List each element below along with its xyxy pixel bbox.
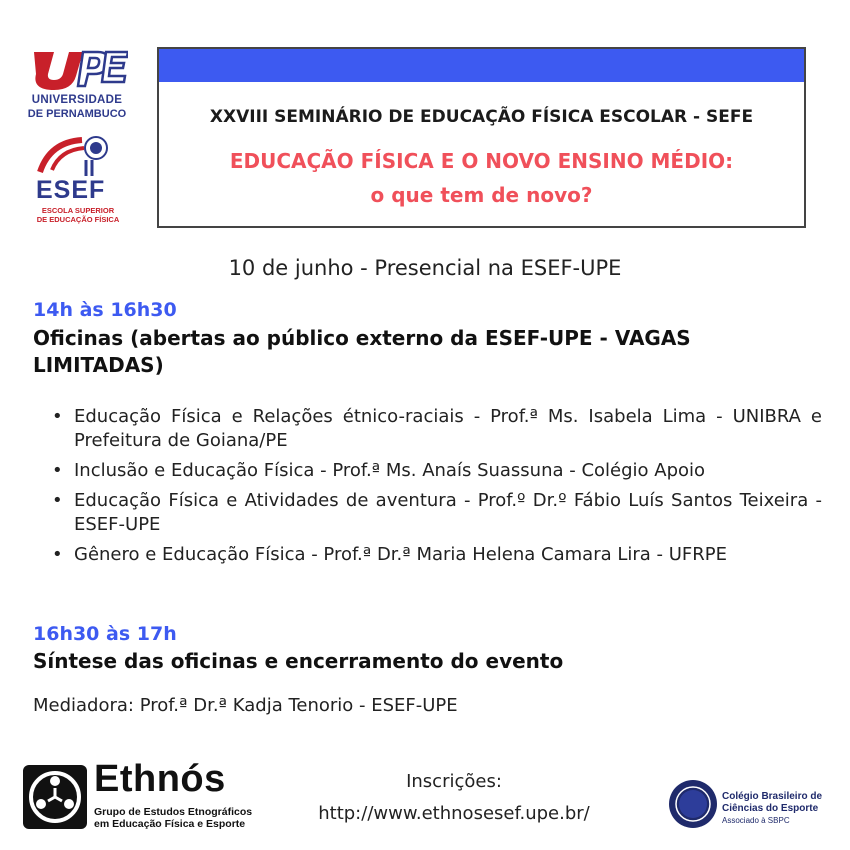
session2-time: 16h30 às 17h [33, 623, 177, 645]
date-location-text: 10 de junho - Presencial na ESEF-UPE [228, 256, 622, 280]
title-accent-bar [159, 49, 804, 82]
upe-logo [22, 48, 134, 124]
registration-link[interactable]: http://www.ethnosesef.upe.br/ [318, 803, 590, 824]
cbce-association: Associado à SBPC [722, 816, 790, 825]
esef-logo [22, 132, 134, 224]
upe-name-line2: DE PERNAMBUCO [27, 108, 127, 120]
list-item [52, 459, 822, 483]
esef-subtitle-line1: ESCOLA SUPERIOR [41, 206, 115, 215]
bullet-icon: • [52, 544, 63, 565]
cbce-name-line2: Ciências do Esporte [722, 803, 819, 814]
cbce-name-line1: Colégio Brasileiro de [722, 791, 823, 802]
bullet-icon: • [52, 406, 63, 427]
event-title-box [157, 47, 806, 228]
workshop-text: Educação Física e Relações étnico-raciais - Prof.ª Ms. Isabela Lima - UNIBRA e Prefeitura de Goiana/PE [74, 406, 822, 451]
esef-subtitle-line2: DE EDUCAÇÃO FÍSICA [36, 215, 120, 224]
upe-name-line1: UNIVERSIDADE [31, 94, 123, 106]
ethnos-emblem-icon [22, 764, 88, 830]
session1-title: Oficinas (abertas ao público externo da ESEF-UPE - VAGAS LIMITADAS) [33, 326, 691, 377]
upe-logo-mark-icon [28, 48, 128, 92]
mediator-text: Mediadora: Prof.ª Dr.ª Kadja Tenorio - ESEF-UPE [33, 695, 458, 716]
list-item [52, 405, 822, 453]
session1-time: 14h às 16h30 [33, 299, 177, 321]
event-theme: EDUCAÇÃO FÍSICA E O NOVO ENSINO MÉDIO: [229, 149, 734, 173]
registration-label: Inscrições: [406, 771, 502, 792]
bullet-icon: • [52, 490, 63, 511]
ethnos-wordmark: Ethnós [94, 758, 226, 800]
date-line [0, 256, 850, 280]
cbce-emblem-icon [668, 779, 718, 829]
bullet-icon: • [52, 460, 63, 481]
workshop-text: Inclusão e Educação Física - Prof.ª Ms. Anaís Suassuna - Colégio Apoio [74, 460, 706, 481]
list-item [52, 489, 822, 537]
workshop-text: Educação Física e Atividades de aventura - Prof.º Dr.º Fábio Luís Santos Teixeira - ESEF-UPE [74, 490, 822, 535]
event-theme-subtitle: o que tem de novo? [370, 183, 593, 207]
ethnos-logo [22, 758, 258, 832]
esef-wordmark: ESEF [36, 176, 106, 204]
event-title: XXVIII SEMINÁRIO DE EDUCAÇÃO FÍSICA ESCOLAR - SEFE [209, 107, 754, 127]
workshop-text: Gênero e Educação Física - Prof.ª Dr.ª Maria Helena Camara Lira - UFRPE [74, 544, 728, 565]
cbce-logo [668, 779, 823, 831]
list-item [52, 543, 822, 567]
ethnos-subtitle-line1: Grupo de Estudos Etnográficos [94, 806, 253, 818]
workshop-list [52, 405, 822, 573]
ethnos-subtitle-line2: em Educação Física e Esporte [94, 818, 246, 830]
esef-logo-mark-icon [30, 132, 120, 178]
session2-title: Síntese das oficinas e encerramento do evento [33, 649, 564, 673]
